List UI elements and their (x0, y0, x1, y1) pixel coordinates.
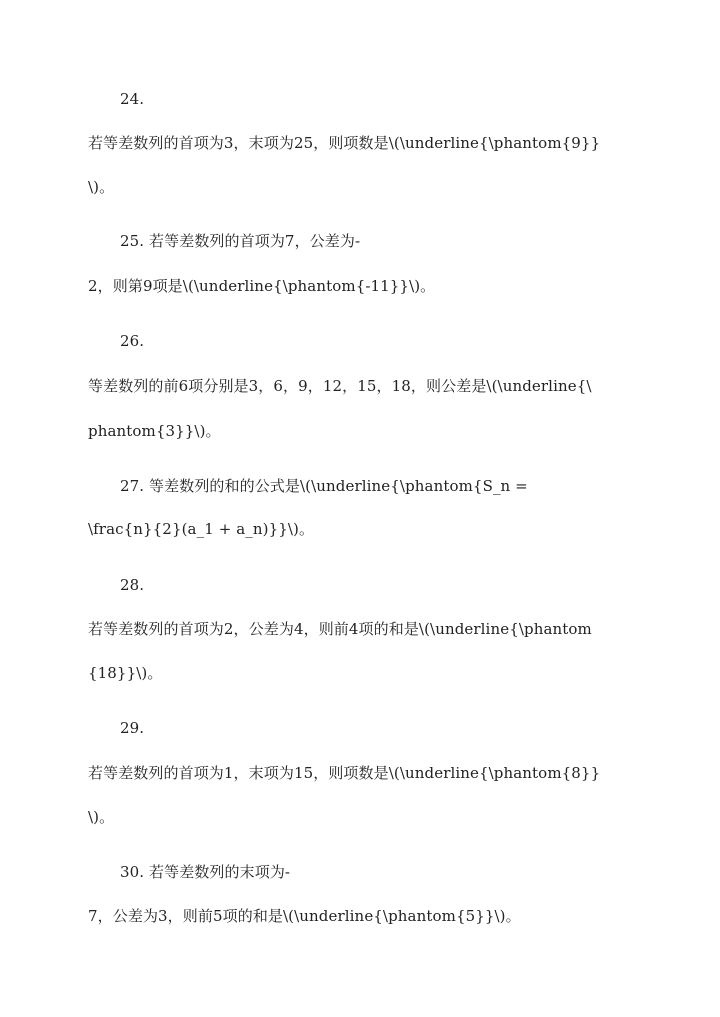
question-27-text-line-1: \frac{n}{2}(a_1 + a_n)}}\)。 (88, 520, 315, 538)
question-24-number: 24. (120, 90, 145, 108)
question-29-text-line-2: \)。 (88, 808, 115, 826)
question-26-text-line-1: 等差数列的前6项分别是3，6，9，12，15，18，则公差是\(\underline{\ (88, 377, 592, 395)
question-24-text-line-2: \)。 (88, 178, 115, 196)
question-28-number: 28. (120, 576, 145, 594)
question-29-text-line-1: 若等差数列的首项为1，末项为15，则项数是\(\underline{\phantom{8}} (88, 764, 601, 782)
question-26-text-line-2: phantom{3}}\)。 (88, 422, 221, 440)
question-29-number: 29. (120, 719, 145, 737)
question-28-text-line-1: 若等差数列的首项为2，公差为4，则前4项的和是\(\underline{\phantom (88, 620, 592, 638)
question-25-text-line-1: 2，则第9项是\(\underline{\phantom{-11}}\)。 (88, 277, 436, 295)
question-25-number: 25. 若等差数列的首项为7，公差为- (120, 232, 361, 250)
question-30-number: 30. 若等差数列的末项为- (120, 863, 291, 881)
question-24-text-line-1: 若等差数列的首项为3，末项为25，则项数是\(\underline{\phantom{9}} (88, 134, 601, 152)
question-30-text-line-1: 7，公差为3，则前5项的和是\(\underline{\phantom{5}}\)。 (88, 907, 521, 925)
question-26-number: 26. (120, 332, 145, 350)
question-28-text-line-2: {18}}\)。 (88, 664, 163, 682)
question-27-number: 27. 等差数列的和的公式是\(\underline{\phantom{S_n = (120, 477, 528, 495)
